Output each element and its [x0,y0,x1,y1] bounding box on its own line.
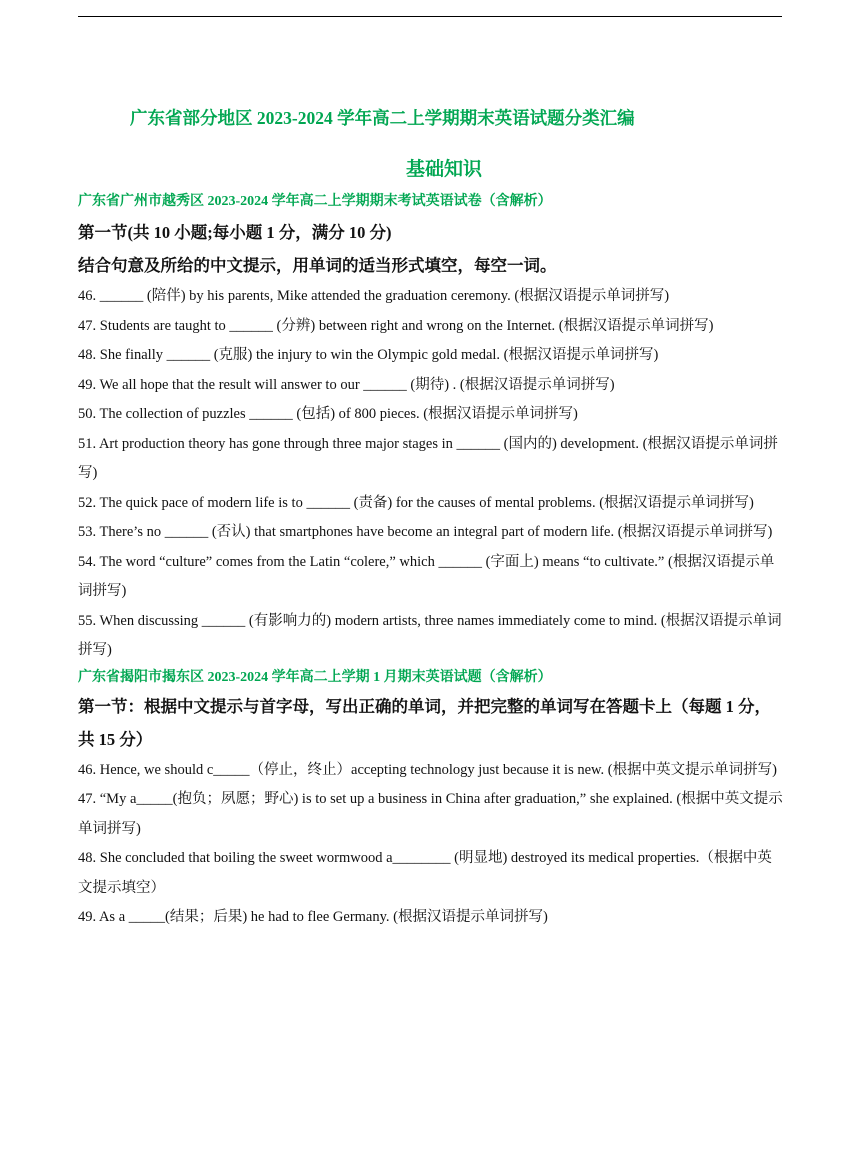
question-item: 49. We all hope that the result will answer to our ______ (期待) . (根据汉语提示单词拼写) [78,376,615,393]
question-item: 48. She concluded that boiling the sweet wormwood a________ (明显地) destroyed its medical properties.（根据中英文提示填空） [78,850,772,896]
question-item: 46. Hence, we should c_____（停止，终止）accepting technology just because it is new. (根据中英文提示单词拼写) [78,761,777,778]
section-yuexiu [78,190,784,666]
question-item: 46. ______ (陪伴) by his parents, Mike attended the graduation ceremony. (根据汉语提示单词拼写) [78,288,670,304]
question-item: 47. Students are taught to ______ (分辨) between right and wrong on the Internet. (根据汉语提示单词拼写) [78,317,714,334]
header-rule [78,16,782,17]
question-item: 47. “My a_____(抱负；夙愿；野心) is to set up a business in China after graduation,” she explained. (根据中英文提示单词拼写) [78,791,783,837]
question-item: 54. The word “culture” comes from the Latin “colere,” which ______ (字面上) means “to cultivate.” (根据汉语提示单词拼写) [78,553,775,599]
section-part-heading: 第一节(共 10 小题;每小题 1 分，满分 10 分) [78,223,392,242]
question-item: 51. Art production theory has gone through three major stages in ______ (国内的) development. (根据汉语提示单词拼写) [78,435,778,481]
question-item: 55. When discussing ______ (有影响力的) modern artists, three names immediately come to mind. (根据汉语提示单词拼写) [78,612,782,658]
question-item: 52. The quick pace of modern life is to ______ (责备) for the causes of mental problems. (根据汉语提示单词拼写) [78,494,754,511]
question-item: 48. She finally ______ (克服) the injury to win the Olympic gold medal. (根据汉语提示单词拼写) [78,347,659,363]
section-source: 广东省揭阳市揭东区 2023-2024 学年高二上学期 1 月期末英语试题（含解析） [78,669,552,685]
document-body [78,190,784,933]
section-source: 广东省广州市越秀区 2023-2024 学年高二上学期期末考试英语试卷（含解析） [78,194,552,209]
document-title: 广东省部分地区 2023-2024 学年高二上学期期末英语试题分类汇编 [130,108,635,128]
question-item: 50. The collection of puzzles ______ (包括) of 800 pieces. (根据汉语提示单词拼写) [78,406,578,422]
section-instruction: 结合句意及所给的中文提示，用单词的适当形式填空，每空一词。 [78,256,557,275]
section-jiedong [78,666,784,933]
section-part-heading: 第一节：根据中文提示与首字母，写出正确的单词，并把完整的单词写在答题卡上（每题 1 分，共 15 分） [78,696,771,749]
document-subtitle: 基础知识 [405,159,482,180]
question-item: 49. As a _____(结果；后果) he had to flee Germany. (根据汉语提示单词拼写) [78,909,548,925]
question-item: 53. There’s no ______ (否认) that smartphones have become an integral part of modern life. (根据汉语提示单词拼写) [78,524,773,540]
